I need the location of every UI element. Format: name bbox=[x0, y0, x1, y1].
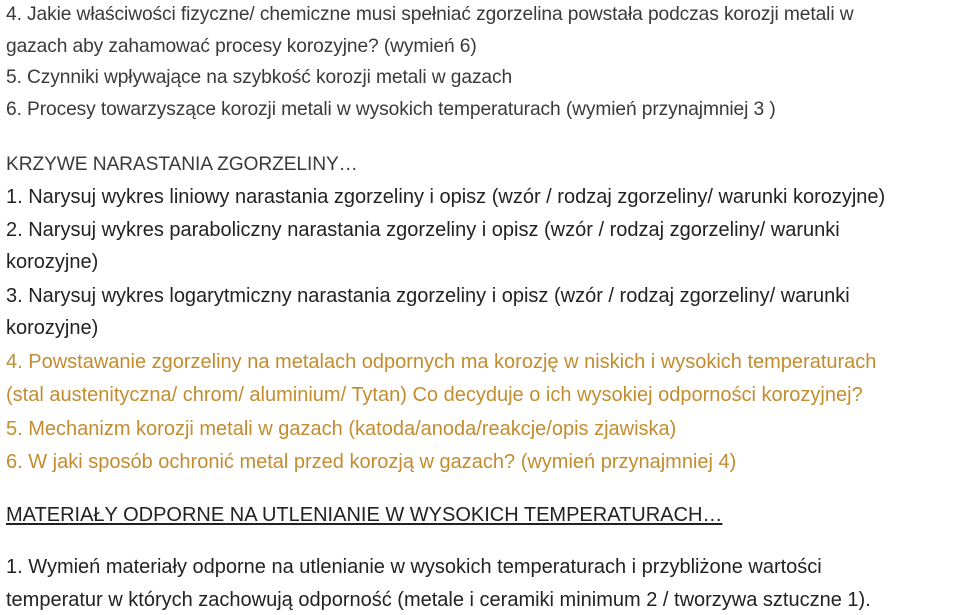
curves-item-3-line-1: 3. Narysuj wykres logarytmiczny narastania zgorzeliny i opisz (wzór / rodzaj zgorzeliny/ warunki bbox=[6, 285, 850, 307]
highlight-item-6: 6. W jaki sposób ochronić metal przed korozją w gazach? (wymień przynajmniej 4) bbox=[6, 451, 737, 473]
question-5: 5. Czynniki wpływające na szybkość korozji metali w gazach bbox=[6, 67, 513, 88]
highlight-item-4-line-2: (stal austenityczna/ chrom/ aluminium/ Tytan) Co decyduje o ich wysokiej odporności korozyjnej? bbox=[6, 384, 863, 406]
question-6: 6. Procesy towarzyszące korozji metali w wysokich temperaturach (wymień przynajmniej 3 ) bbox=[6, 99, 776, 120]
materials-item-1-line-1: 1. Wymień materiały odporne na utlenianie w wysokich temperaturach i przybliżone wartości bbox=[6, 556, 822, 578]
question-4-line-1: 4. Jakie właściwości fizyczne/ chemiczne musi spełniać zgorzelina powstała podczas korozji metali w bbox=[6, 4, 854, 25]
curves-item-1: 1. Narysuj wykres liniowy narastania zgorzeliny i opisz (wzór / rodzaj zgorzeliny/ warunki korozyjne) bbox=[6, 186, 886, 208]
highlight-item-4-line-1: 4. Powstawanie zgorzeliny na metalach odpornych ma korozję w niskich i wysokich temperaturach bbox=[6, 351, 877, 373]
curves-item-3-line-2: korozyjne) bbox=[6, 317, 99, 339]
curves-item-2-line-2: korozyjne) bbox=[6, 251, 99, 273]
curves-item-2-line-1: 2. Narysuj wykres paraboliczny narastania zgorzeliny i opisz (wzór / rodzaj zgorzeliny/ warunki bbox=[6, 219, 840, 241]
materials-item-1-line-2: temperatur w których zachowują odporność (metale i ceramiki minimum 2 / tworzywa sztuczne 1). bbox=[6, 589, 871, 611]
highlight-item-5: 5. Mechanizm korozji metali w gazach (katoda/anoda/reakcje/opis zjawiska) bbox=[6, 418, 677, 440]
curves-heading: KRZYWE NARASTANIA ZGORZELINY… bbox=[6, 154, 358, 175]
materials-heading: MATERIAŁY ODPORNE NA UTLENIANIE W WYSOKICH TEMPERATURACH… bbox=[6, 504, 723, 526]
question-4-line-2: gazach aby zahamować procesy korozyjne? (wymień 6) bbox=[6, 36, 477, 57]
